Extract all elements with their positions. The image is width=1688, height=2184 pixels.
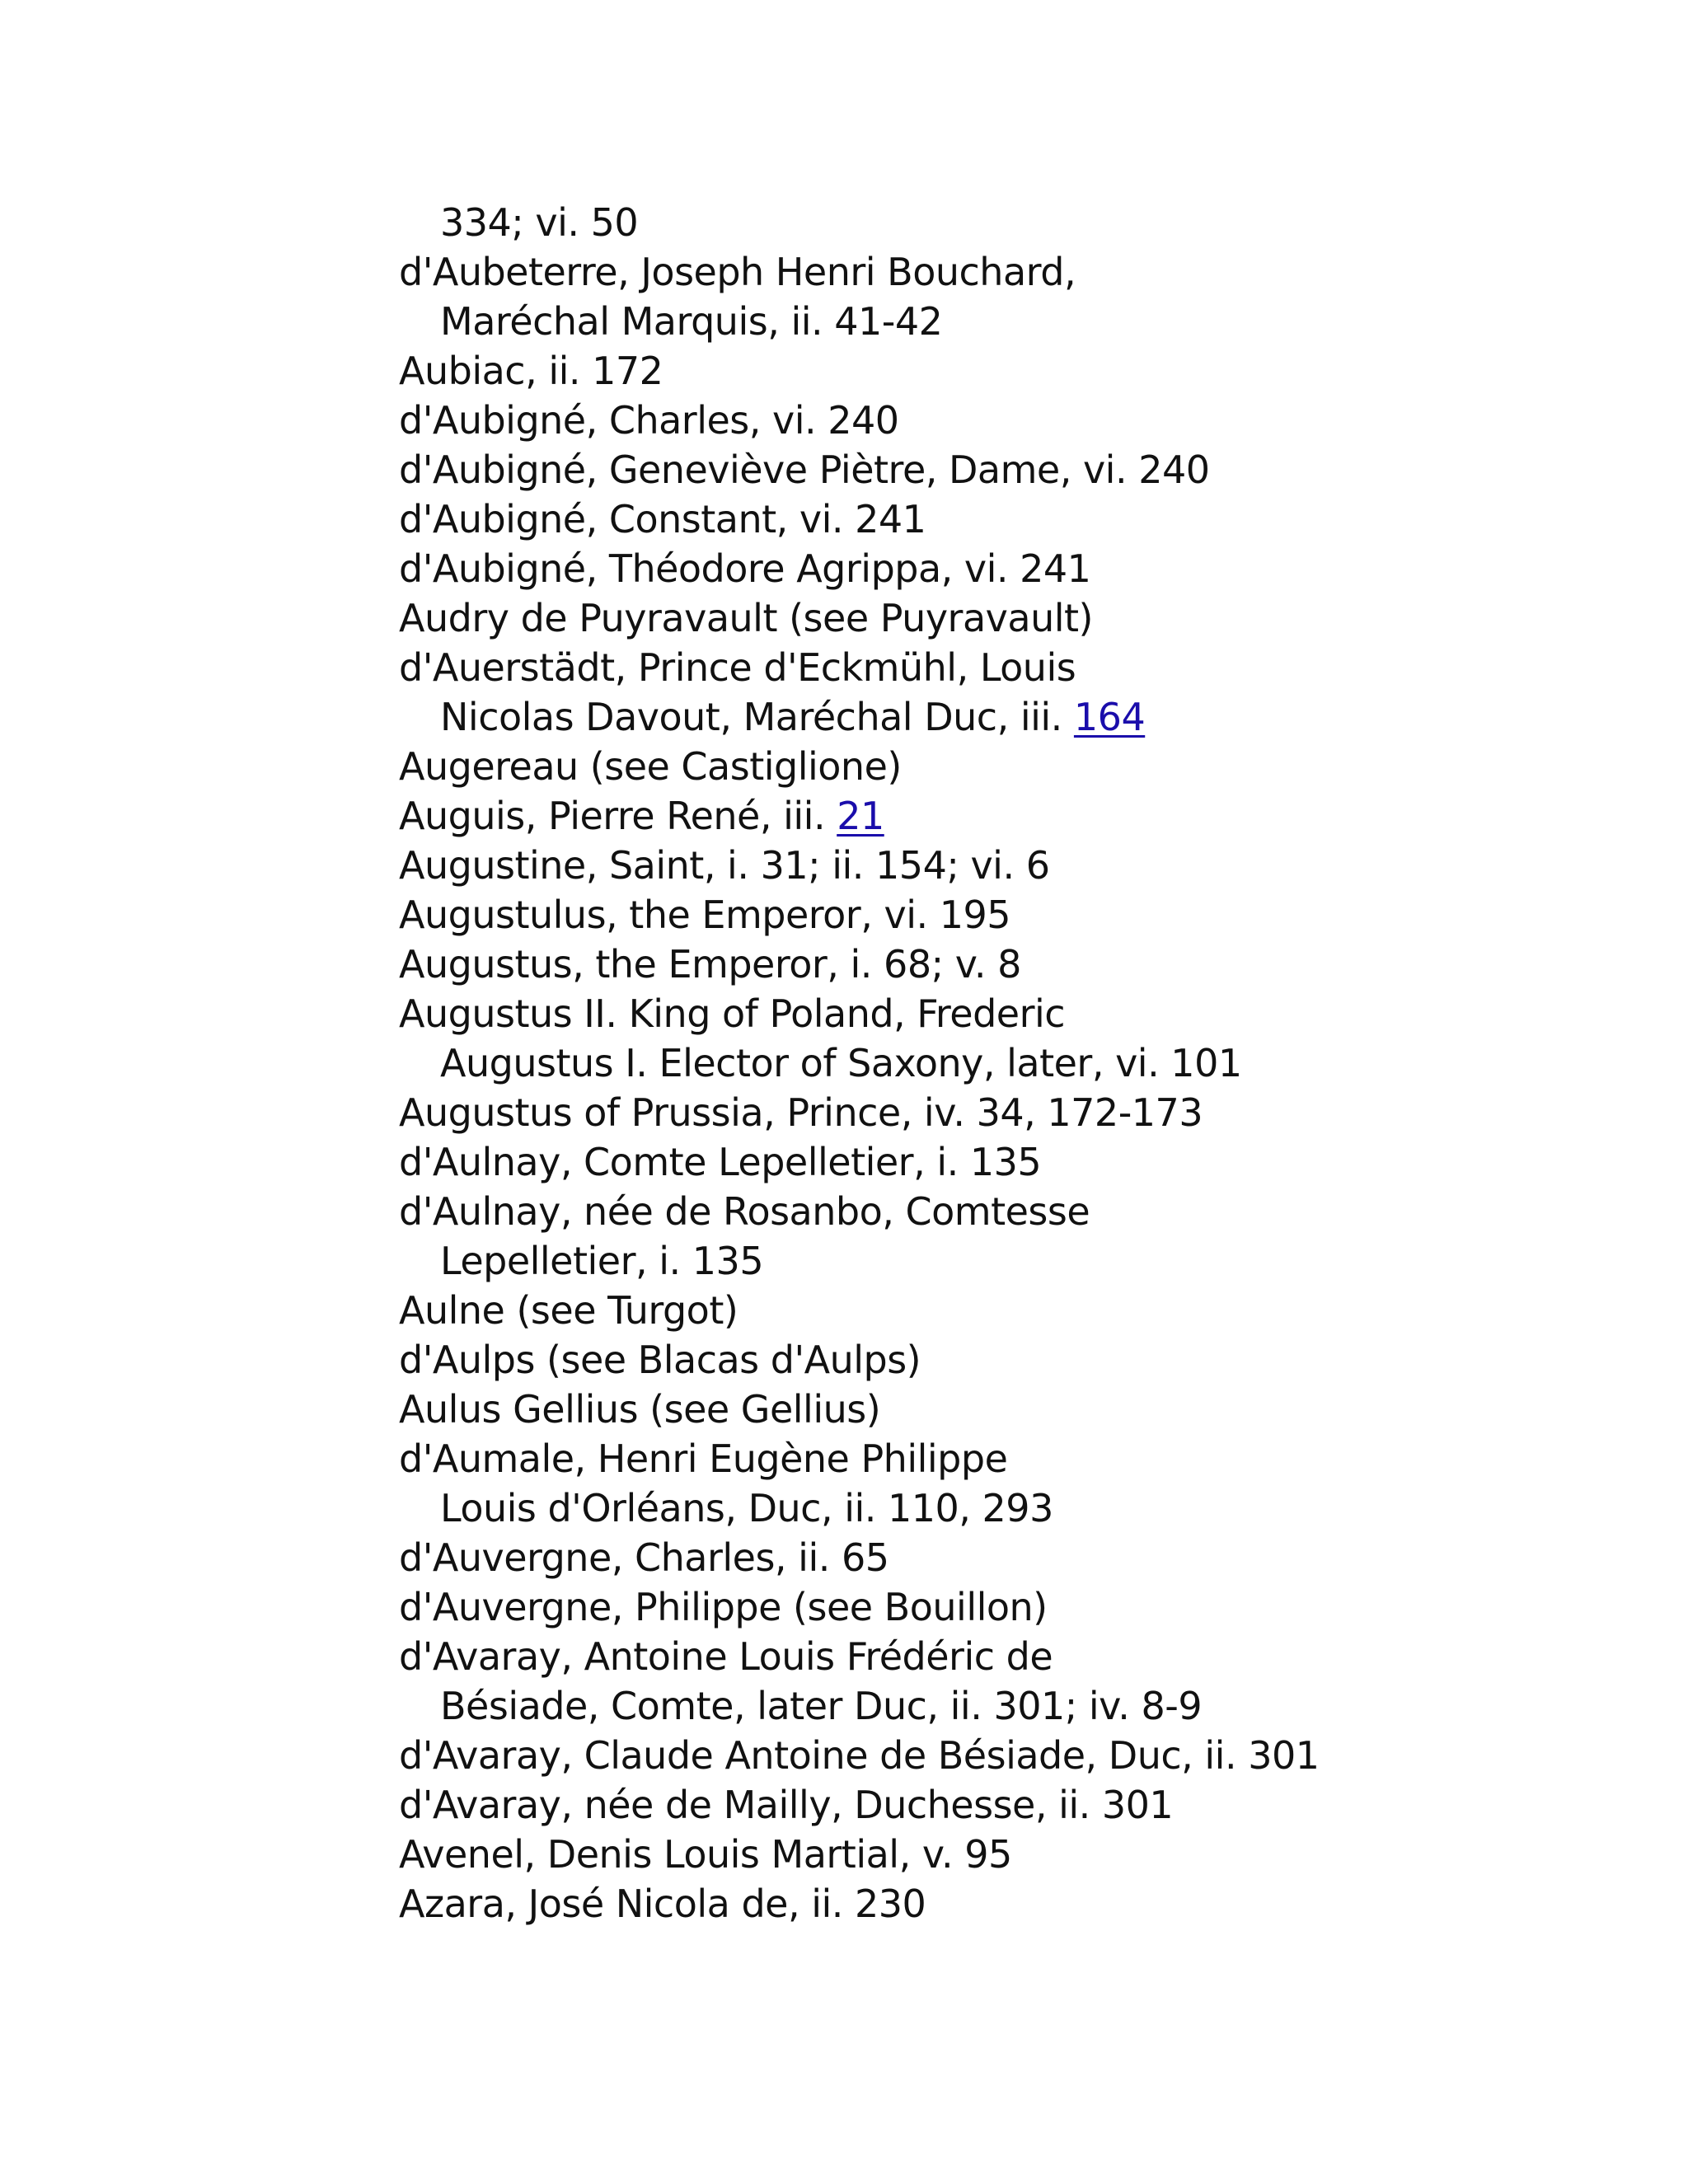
index-entry (399, 1434, 1594, 1483)
index-entry-text: Maréchal Marquis, ii. 41-42 (440, 299, 943, 344)
index-entry-continuation (399, 1236, 1594, 1286)
index-entry-text: Augustus II. King of Poland, Frederic (399, 991, 1066, 1036)
index-entry (399, 247, 1594, 297)
index-entry (399, 1731, 1594, 1780)
index-entry-text: d'Aubigné, Charles, vi. 240 (399, 398, 899, 443)
index-entry (399, 346, 1594, 396)
index-entry-text: Augustus, the Emperor, i. 68; v. 8 (399, 942, 1021, 987)
index-entry (399, 1187, 1594, 1236)
index-entry-text: d'Aubigné, Constant, vi. 241 (399, 497, 926, 541)
index-entry-text: d'Auvergne, Charles, ii. 65 (399, 1535, 889, 1580)
index-entry-text: d'Aulnay, Comte Lepelletier, i. 135 (399, 1140, 1042, 1184)
index-entry-text: d'Auerstädt, Prince d'Eckmühl, Louis (399, 645, 1076, 690)
index-entry (399, 445, 1594, 494)
index-entry (399, 1088, 1594, 1137)
index-entry-text: d'Avaray, Claude Antoine de Bésiade, Duc, ii. 301 (399, 1733, 1320, 1778)
index-entry-continuation (399, 1681, 1594, 1731)
index-entry-text: Augustulus, the Emperor, vi. 195 (399, 893, 1011, 937)
index-entry-continuation (399, 198, 1594, 247)
index-entry-text: Lepelletier, i. 135 (440, 1239, 764, 1283)
index-entry-text: Aulus Gellius (see Gellius) (399, 1387, 881, 1432)
index-entry-continuation (399, 297, 1594, 346)
index-entry-continuation (399, 1483, 1594, 1533)
index-entry (399, 1830, 1594, 1879)
index-entry-text: Louis d'Orléans, Duc, ii. 110, 293 (440, 1486, 1053, 1530)
index-entry (399, 1137, 1594, 1187)
index-entry-text: 334; vi. 50 (440, 200, 639, 245)
index-entry (399, 940, 1594, 989)
index-entry (399, 989, 1594, 1038)
index-entry-text: Augustine, Saint, i. 31; ii. 154; vi. 6 (399, 843, 1050, 888)
index-entry (399, 396, 1594, 445)
index-entry-text: d'Aulnay, née de Rosanbo, Comtesse (399, 1189, 1090, 1234)
index-entry-text: Aulne (see Turgot) (399, 1288, 738, 1333)
index-entry-text: Nicolas Davout, Maréchal Duc, iii. (440, 695, 1074, 739)
page-reference-link[interactable]: 21 (837, 794, 884, 838)
index-entry (399, 890, 1594, 940)
index-entry-text: d'Aubigné, Théodore Agrippa, vi. 241 (399, 546, 1091, 591)
index-entry-text: d'Aumale, Henri Eugène Philippe (399, 1436, 1008, 1481)
index-entry (399, 544, 1594, 593)
index-entry (399, 1385, 1594, 1434)
index-entry-text: Augustus I. Elector of Saxony, later, vi. 101 (440, 1041, 1242, 1085)
index-entry (399, 841, 1594, 890)
index-entry-text: d'Avaray, née de Mailly, Duchesse, ii. 301 (399, 1783, 1174, 1827)
index-entry (399, 1335, 1594, 1385)
page-reference-link[interactable]: 164 (1073, 695, 1146, 739)
index-list (399, 198, 1594, 1929)
index-entry-text: Audry de Puyravault (see Puyravault) (399, 596, 1093, 640)
index-entry (399, 791, 1594, 841)
index-entry-text: d'Avaray, Antoine Louis Frédéric de (399, 1634, 1053, 1679)
index-entry-text: d'Auvergne, Philippe (see Bouillon) (399, 1585, 1048, 1629)
index-entry-text: Bésiade, Comte, later Duc, ii. 301; iv. 8-9 (440, 1684, 1203, 1728)
index-entry (399, 643, 1594, 692)
index-entry (399, 1533, 1594, 1582)
index-entry-continuation (399, 1038, 1594, 1088)
index-entry (399, 494, 1594, 544)
index-entry-text: Augustus of Prussia, Prince, iv. 34, 172-173 (399, 1090, 1203, 1135)
index-entry-text: Auguis, Pierre René, iii. (399, 794, 837, 838)
index-entry (399, 1780, 1594, 1830)
index-entry (399, 742, 1594, 791)
index-entry-text: Avenel, Denis Louis Martial, v. 95 (399, 1832, 1012, 1877)
index-entry-text: d'Aubigné, Geneviève Piètre, Dame, vi. 240 (399, 448, 1210, 492)
index-entry-continuation (399, 692, 1594, 742)
index-entry-text: d'Aulps (see Blacas d'Aulps) (399, 1338, 921, 1382)
index-entry-text: Aubiac, ii. 172 (399, 349, 663, 393)
index-entry (399, 1582, 1594, 1632)
index-entry-text: Azara, José Nicola de, ii. 230 (399, 1882, 926, 1926)
index-entry (399, 1286, 1594, 1335)
index-entry (399, 1879, 1594, 1929)
index-entry-text: Augereau (see Castiglione) (399, 744, 902, 789)
index-entry (399, 1632, 1594, 1681)
index-entry-text: d'Aubeterre, Joseph Henri Bouchard, (399, 250, 1076, 294)
index-entry (399, 593, 1594, 643)
